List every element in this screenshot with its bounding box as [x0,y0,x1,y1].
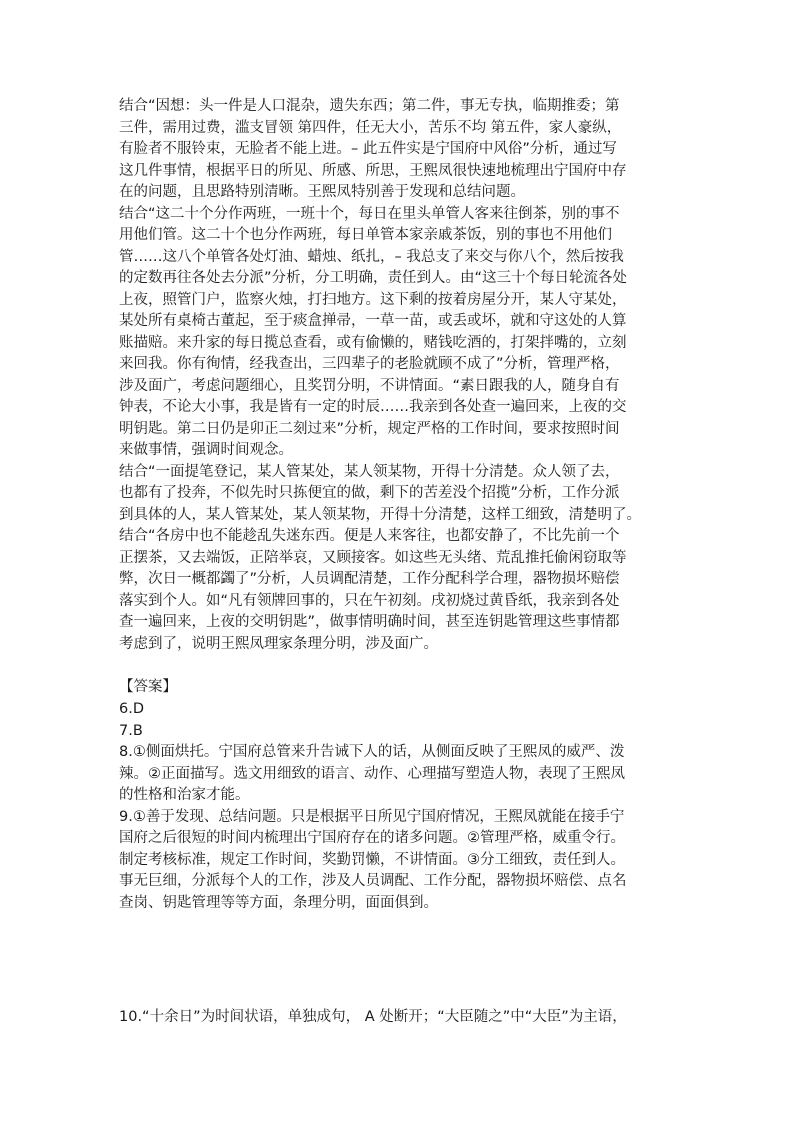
analysis-line: 结合“因想：头一件是人口混杂，遗失东西；第二件，事无专执，临期推委；第 [119,98,620,114]
analysis-line: 管……这八个单管各处灯油、蜡烛、纸扎，– 我总支了来交与你八个，然后按我 [119,248,624,265]
analysis-line: 考虑到了，说明王熙凤理家条理分明，涉及面广。 [119,635,438,652]
analysis-line: 也都有了投奔，不似先时只拣便宜的做，剩下的苦差没个招揽”分析，工作分派 [119,485,620,501]
answer-line: 国府之后很短的时间内梳理出宁国府存在的诸多问题。②管理严格，威重令行。 [119,830,625,846]
analysis-line: 明钥匙。第二日仍是卯正二刻过来”分析，规定严格的工作时间，要求按照时间 [119,420,620,437]
analysis-line: 上夜，照管门户，监察火烛，打扫地方。这下剩的按着房屋分开，某人守某处， [119,291,627,308]
analysis-line: 这几件事情，根据平日的所见、所感、所思，王熙凤很快速地梳理出宁国府中存 [119,162,627,179]
answer-line: 辣。②正面描写。选文用细致的语言、动作、心理描写塑造人物，表现了王熙凤 [119,765,625,782]
analysis-line: 钟表，不论大小事，我是皆有一定的时辰……我亲到各处查一遍回来，上夜的交 [119,399,627,415]
analysis-line: 结合“这二十个分作两班，一班十个，每日在里头单管人客来往倒茶，别的事不 [119,205,620,222]
answer-line: 查岗、钥匙管理等等方面，条理分明，面面俱到。 [119,894,438,911]
analysis-line: 三件，需用过费，滥支冒领 第四件，任无大小，苦乐不均 第五件，家人豪纵， [119,119,622,136]
answer-line: 9.①善于发现、总结问题。只是根据平日所见宁国府情况，王熙凤就能在接手宁 [119,808,625,825]
analysis-line: 有脸者不服铃束，无脸者不能上进。– 此五件实是宁国府中风俗”分析，通过写 [119,141,617,157]
answer-line: 的性格和治家才能。 [119,787,250,803]
analysis-line: 落实到个人。如“凡有领牌回事的，只在午初刻。戌初烧过黄昏纸，我亲到各处 [119,592,620,609]
analysis-line: 到具体的人，某人管某处，某人领某物，开得十分清楚，这样工细致，清楚明了。 [119,506,641,523]
analysis-line: 在的问题，且思路特别清晰。王熙凤特别善于发现和总结问题。 [119,184,525,200]
analysis-line: 的定数再往各处去分派”分析，分工明确，责任到人。由“这三十个每日轮流各处 [119,270,628,286]
answer-line: 制定考核标准，规定工作时间，奖勤罚懒，不讲情面。③分工细致，责任到人。 [119,851,625,868]
analysis-line: 来回我。你有徇情，经我查出，三四辈子的老脸就顾不成了”分析，管理严格， [119,356,620,372]
analysis-line: 涉及面广，考虑问题细心，且奖罚分明，不讲情面。“素日跟我的人，随身自有 [119,377,620,394]
analysis-line: 结合“一面提笔登记，某人管某处，某人领某物，开得十分清楚。众人领了去， [119,463,620,480]
analysis-line: 结合“各房中也不能趁乱失迷东西。便是人来客往，也都安静了，不比先前一个 [119,528,620,544]
analysis-line: 弊，次日一概都蠲了”分析，人员调配清楚，工作分配科学合理，器物损坏赔偿 [119,571,620,587]
answer-heading: 【答案】 [119,679,177,695]
footer-question-line: 10.“十余日”为时间状语，单独成句， A 处断开；“大臣随之”中“大臣”为主语， [119,1009,627,1025]
answer-line: 7.B [119,722,143,739]
answer-line: 6.D [119,701,144,717]
analysis-line: 正摆茶，又去端饭，正陪举哀，又顾接客。如这些无头绪、荒乱推托偷闲窃取等 [119,549,627,566]
analysis-line: 账描赔。来升家的每日揽总查看，或有偷懒的，赌钱吃酒的，打架拌嘴的，立刻 [119,334,627,351]
answer-line: 事无巨细，分派每个人的工作，涉及人员调配、工作分配，器物损坏赔偿、点名 [119,873,627,889]
analysis-line: 用他们管。这二十个也分作两班，每日单管本家亲戚茶饭，别的事也不用他们 [119,227,612,243]
analysis-line: 查一遍回来，上夜的交明钥匙”，做事情明确时间，甚至连钥匙管理这些事情都 [119,614,620,630]
answer-line: 8.①侧面烘托。宁国府总管来升告诫下人的话，从侧面反映了王熙凤的威严、泼 [119,744,625,760]
analysis-line: 某处所有桌椅古董起，至于痰盒掸帚，一草一苗，或丢或坏，就和守这处的人算 [119,313,627,329]
analysis-line: 来做事情，强调时间观念。 [119,442,293,458]
